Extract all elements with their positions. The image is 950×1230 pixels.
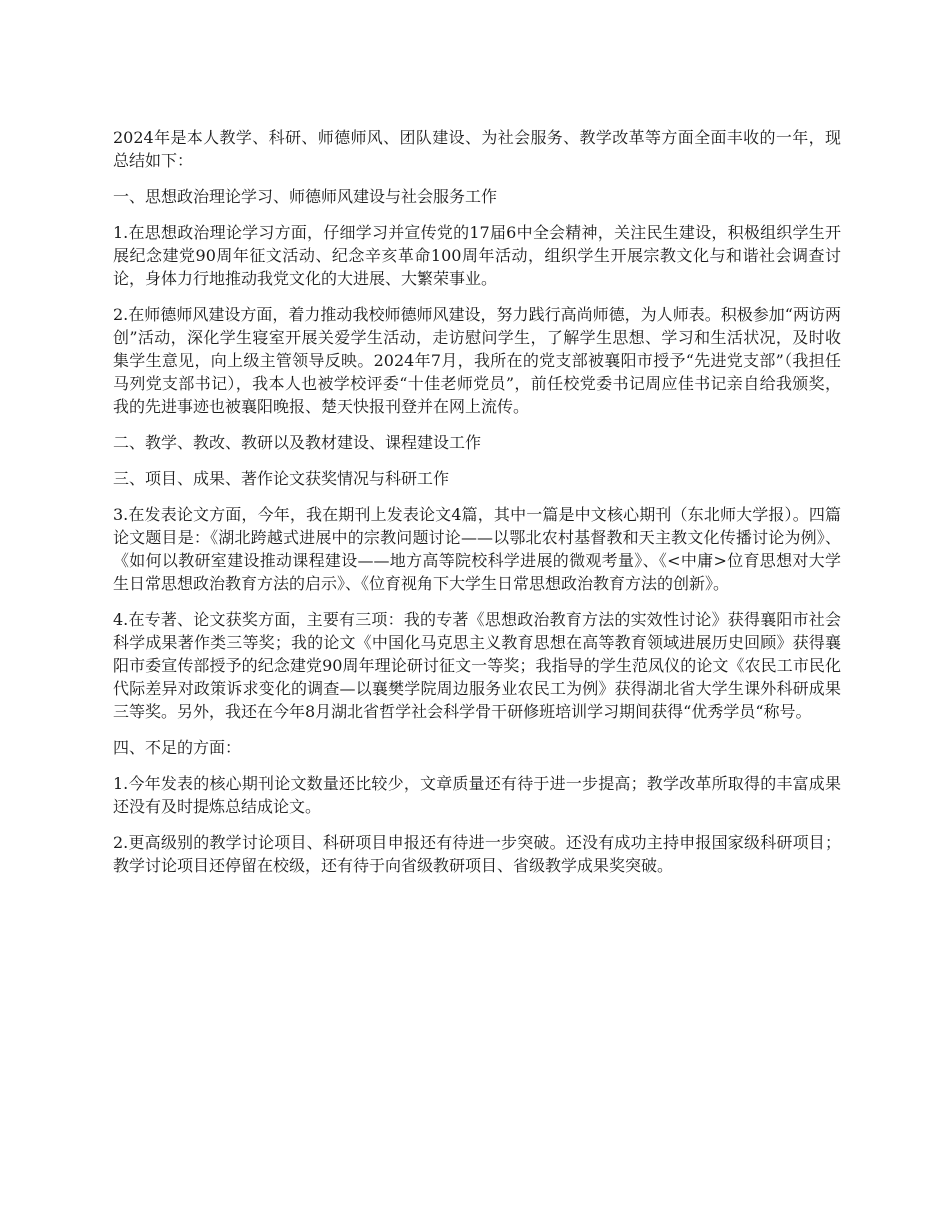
paragraph-teacher-ethics: 2.在师德师风建设方面，着力推动我校师德师风建设，努力践行高尚师德，为人师表。积极参加“两访两创”活动，深化学生寝室开展关爱学生活动，走访慰问学生，了解学生思想、学习和生活状况，及时收集学生意见，向上级主管领导反映。2024年7月，我所在的党支部被襄阳市授予“先进党支部”（我担任马列党支部书记），我本人也被学校评委“十佳老师党员”，前任校党委书记周应佳书记亲自给我颁奖，我的先进事迹也被襄阳晚报、楚天快报刊登并在网上流传。	[113, 305, 841, 416]
paragraph-awards: 4.在专著、论文获奖方面，主要有三项：我的专著《思想政治教育方法的实效性讨论》获得襄阳市社会科学成果著作类三等奖；我的论文《中国化马克思主义教育思想在高等教育领域进展历史回顾》获得襄阳市委宣传部授予的纪念建党90周年理论研讨征文一等奖；我指导的学生范凤仪的论文《农民工市民化代际差异对政策诉求变化的调查—以襄樊学院周边服务业农民工为例》获得湖北省大学生课外科研成果三等奖。另外，我还在今年8月湖北省哲学社会科学骨干研修班培训学习期间获得“优秀学员“称号。	[113, 610, 841, 721]
section-heading-2: 二、教学、教改、教研以及教材建设、课程建设工作	[113, 433, 482, 452]
intro-paragraph: 2024年是本人教学、科研、师德师风、团队建设、为社会服务、教学改革等方面全面丰收的一年，现总结如下：	[113, 128, 841, 170]
paragraph-theory-study: 1.在思想政治理论学习方面，仔细学习并宣传党的17届6中全会精神，关注民生建设，积极组织学生开展纪念建党90周年征文活动、纪念辛亥革命100周年活动，组织学生开展宗教文化与和谐社会调查讨论，身体力行地推动我党文化的大进展、大繁荣事业。	[113, 223, 841, 288]
section-heading-1: 一、思想政治理论学习、师德师风建设与社会服务工作	[113, 187, 498, 206]
document-body	[113, 126, 841, 890]
paragraph-shortcoming-1: 1.今年发表的核心期刊论文数量还比较少，文章质量还有待于进一步提高；教学改革所取得的丰富成果还没有及时提炼总结成论文。	[113, 774, 841, 816]
section-heading-3: 三、项目、成果、著作论文获奖情况与科研工作	[113, 469, 450, 488]
section-heading-4: 四、不足的方面：	[113, 738, 242, 757]
paragraph-publications: 3.在发表论文方面，今年，我在期刊上发表论文4篇，其中一篇是中文核心期刊（东北师大学报）。四篇论文题目是：《湖北跨越式进展中的宗教问题讨论——以鄂北农村基督教和天主教文化传播讨论为例》、《如何以教研室建设推动课程建设——地方高等院校科学进展的微观考量》、《<中庸>位育思想对大学生日常思想政治教育方法的启示》、《位育视角下大学生日常思想政治教育方法的创新》。	[113, 505, 841, 593]
paragraph-shortcoming-2: 2.更高级别的教学讨论项目、科研项目申报还有待进一步突破。还没有成功主持申报国家级科研项目；教学讨论项目还停留在校级，还有待于向省级教研项目、省级教学成果奖突破。	[113, 833, 841, 875]
